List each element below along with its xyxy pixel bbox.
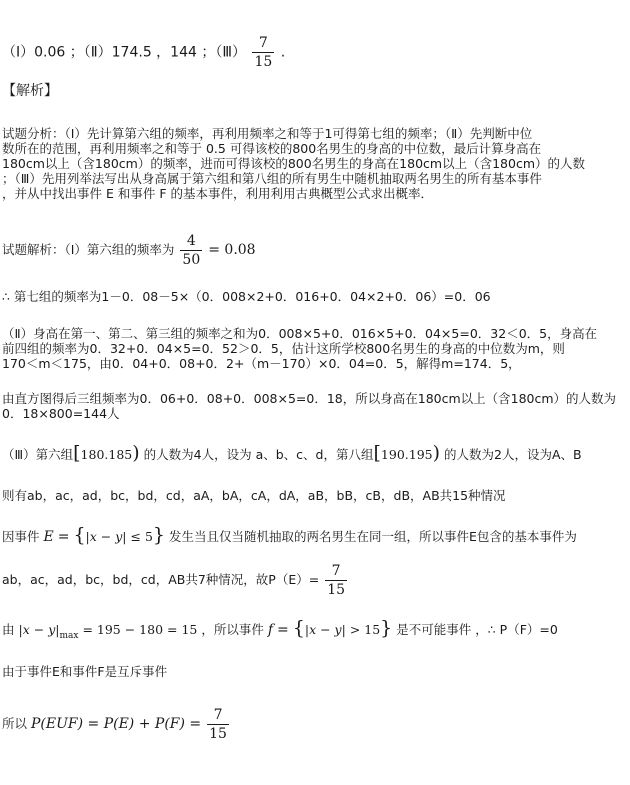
interval-bracket: [ <box>73 442 81 464</box>
set-expression: x − y <box>89 529 123 544</box>
abs-bar: | <box>55 622 60 637</box>
solution-text: 发生当且仅当随机抽取的两名男生在同一组，所以事件E包含的基本事件为 <box>168 529 577 544</box>
max-subscript: max <box>59 631 79 641</box>
answer-line <box>2 34 285 71</box>
probability-expression: P(EUF) = P(E) + P(F) = <box>31 716 202 732</box>
interval-bracket: ) <box>432 442 441 464</box>
solution-text: 的人数为4人，设为 a、b、c、d，第八组 <box>143 447 374 462</box>
solution-text: （Ⅲ）第六组 <box>2 447 74 462</box>
fraction <box>207 706 229 743</box>
fraction-numerator: 7 <box>325 562 347 581</box>
set-brace: { <box>73 524 86 546</box>
solution-text: 由 <box>2 622 15 637</box>
solution-text: 是不可能事件 ，∴ P（F）=0 <box>396 622 558 637</box>
solution-part2b-line: 由直方图得后三组频率为0．06+0．08+0．008×5=0．18，所以身高在180cm以上（含180cm）的人数为 <box>2 391 617 406</box>
answer-period: . <box>280 44 286 61</box>
abs-bar: | <box>304 622 310 637</box>
set-brace: } <box>380 617 393 639</box>
set-brace: { <box>292 617 305 639</box>
analysis-line: ；（Ⅲ）先用列举法写出从身高属于第六组和第八组的所有男生中随机抽取两名男生的所有基本事件 <box>2 171 542 186</box>
event-symbol: E <box>43 529 54 545</box>
analysis-line: 试题分析：（Ⅰ）先计算第六组的频率，再利用频率之和等于1可得第七组的频率；（Ⅱ）先判断中位 <box>2 126 533 141</box>
set-brace: } <box>152 524 165 546</box>
solution-part2b-line: 0．18×800=144人 <box>2 406 120 421</box>
solution-result: = 0.08 <box>208 242 256 258</box>
set-condition: > 15 <box>349 622 381 637</box>
max-calculation: = 195 − 180 = 15 <box>82 622 198 637</box>
set-expression: x − y <box>309 622 342 637</box>
fraction-denominator: 15 <box>327 582 346 598</box>
solution-text: 的人数为2人，设为A、B <box>444 447 582 462</box>
set-condition: ≤ 5 <box>130 529 153 544</box>
abs-expression: x − y <box>22 622 56 637</box>
solution-text: 试题解析：（Ⅰ）第六组的频率为 <box>2 242 175 257</box>
solution-text: 所以 <box>2 716 28 731</box>
solution-text: ，所以事件 <box>201 622 264 637</box>
interval-bracket: [ <box>373 442 381 464</box>
abs-bar: | <box>85 529 90 544</box>
equals-sign: = <box>57 529 70 545</box>
equals-sign: = <box>277 622 289 638</box>
analysis-line: 数所在的范围，再利用频率之和等于 0.5 可得该校的800名男生的身高的中位数，最后计算身高在 <box>2 141 542 156</box>
analysis-line: ，并从中找出事件 E 和事件 F 的基本事件，利用利用古典概型公式求出概率． <box>2 186 433 201</box>
solution-part3-mutual: 由于事件E和事件F是互斥事件 <box>2 664 168 679</box>
interval-value: 180.185 <box>80 447 133 462</box>
fraction <box>180 232 202 269</box>
fraction-numerator: 7 <box>207 706 229 725</box>
fraction <box>325 562 347 599</box>
fraction-denominator: 15 <box>209 726 227 742</box>
fraction-numerator: 7 <box>252 34 274 53</box>
solution-part2-line: 170＜m＜175，由0．04+0．08+0．2+（m－170）×0．04=0．5，解得m=174．5， <box>2 356 521 371</box>
fraction-numerator: 4 <box>180 232 202 251</box>
answer-text: （Ⅰ）0.06 ；（Ⅱ）174.5 ，144 ；（Ⅲ） <box>2 44 246 61</box>
solution-part3-list: 则有ab，ac，ad，bc，bd，cd，aA，bA，cA，dA，aB，bB，cB，dB，AB共15种情况 <box>2 488 506 503</box>
solution-part1 <box>2 232 256 269</box>
interval-value: 190.195 <box>380 447 433 462</box>
abs-bar: | <box>341 622 346 637</box>
abs-bar: | <box>122 529 127 544</box>
abs-bar: | <box>18 622 23 637</box>
interval-bracket: ) <box>132 442 140 464</box>
solution-part3-event-f <box>2 617 558 644</box>
solution-part3-count <box>2 562 349 599</box>
solution-text: ab，ac，ad，bc，bd，cd，AB共7种情况，故P（E）= <box>2 572 320 587</box>
section-header: 【解析】 <box>2 83 58 99</box>
solution-text: 因事件 <box>2 529 40 544</box>
solution-part1-seventh: ∴ 第七组的频率为1－0．08－5×（0．008×2+0．016+0．04×2+0．06）=0．06 <box>2 289 491 304</box>
event-symbol: f <box>267 622 274 638</box>
answer-fraction <box>252 34 274 71</box>
solution-part2-line: 前四组的频率为0．32+0．04×5=0．52＞0．5，估计这所学校800名男生的身高的中位数为m，则 <box>2 341 565 356</box>
fraction-denominator: 50 <box>182 252 201 268</box>
solution-part2-line: （Ⅱ）身高在第一、第二、第三组的频率之和为0．008×5+0．016×5+0．04×5=0．32＜0．5，身高在 <box>2 326 598 341</box>
solution-part3-final <box>2 706 231 743</box>
analysis-line: 180cm以上（含180cm）的频率，进而可得该校的800名男生的身高在180cm以上（含180cm）的人数 <box>2 156 585 171</box>
solution-part3-event-e <box>2 524 577 546</box>
fraction-denominator: 15 <box>254 54 273 70</box>
solution-part3-groups <box>2 442 582 464</box>
